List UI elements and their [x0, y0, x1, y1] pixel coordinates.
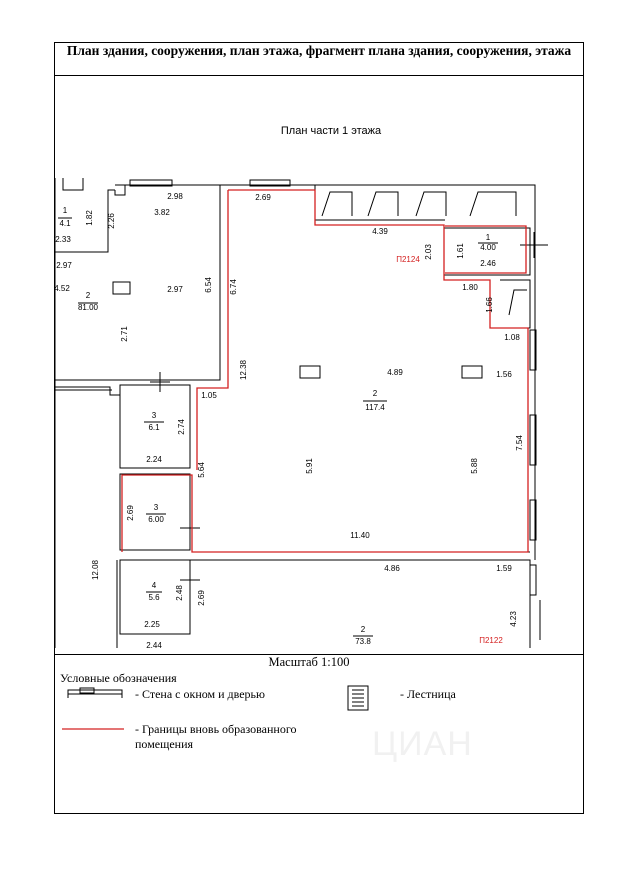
- dimension-label: 2.44: [146, 641, 162, 650]
- dimension-label: 4.89: [387, 368, 403, 377]
- plan-subtitle: План части 1 этажа: [280, 125, 382, 137]
- room-area: 4.1: [59, 219, 71, 228]
- legend-boundary-label-2: помещения: [135, 737, 194, 751]
- premises-code: П2124: [396, 255, 420, 264]
- window-sashes: [130, 180, 536, 595]
- legend-title: Условные обозначения: [60, 671, 177, 685]
- legend-wall-label: - Стена с окном и дверью: [135, 687, 265, 701]
- document-title: План здания, сооружения, план этажа, фрагмент плана здания, сооружения, этажа: [54, 42, 584, 76]
- watermark: ЦИАН: [372, 725, 473, 763]
- room-labels: [58, 206, 498, 646]
- dimension-label: 2.46: [480, 259, 496, 268]
- room-number: 2: [372, 389, 378, 398]
- dimension-label: 2.69: [197, 590, 206, 606]
- dimension-label: 4.52: [54, 284, 70, 293]
- dimension-label: 4.39: [372, 227, 388, 236]
- dimension-label: 5.88: [470, 458, 479, 474]
- room-area: 117.4: [365, 403, 385, 412]
- dimension-label: 2.69: [126, 505, 135, 521]
- dimension-label: 12.38: [239, 359, 248, 381]
- dimension-label: 4.23: [509, 611, 518, 627]
- dimension-label: 1.05: [201, 391, 217, 400]
- room-area: 5.6: [148, 593, 160, 602]
- dimension-label: 5.64: [197, 462, 206, 478]
- room-number: 2: [360, 625, 366, 634]
- dimension-label: 2.25: [144, 620, 160, 629]
- dimension-label: 6.54: [204, 277, 213, 293]
- dimension-label: 2.33: [55, 235, 71, 244]
- room-number: 2: [85, 291, 91, 300]
- legend-boundary-label: - Границы вновь образованного: [135, 722, 297, 736]
- dimension-label: 11.40: [350, 531, 370, 540]
- wall-symbol-icon: [68, 688, 122, 698]
- dimension-label: 2.98: [167, 192, 183, 201]
- scale-label: Масштаб 1:100: [268, 655, 350, 669]
- dimension-label: 2.74: [177, 419, 186, 435]
- dimension-label: 2.48: [175, 585, 184, 601]
- dimension-label: 2.26: [107, 213, 116, 229]
- premises-code: П2122: [479, 636, 503, 645]
- room-number: 3: [153, 503, 159, 512]
- dimension-label: 12.08: [91, 559, 100, 581]
- dimension-label: 1.80: [462, 283, 478, 292]
- dimension-label: 6.74: [229, 279, 238, 295]
- room-area: 73.8: [355, 637, 371, 646]
- dimension-label: 7.54: [515, 435, 524, 451]
- dimension-label: 2.03: [424, 244, 433, 260]
- dimension-label: 1.66: [485, 297, 494, 313]
- columns: [113, 282, 482, 381]
- dimension-label: 1.82: [85, 210, 94, 226]
- room-area: 81.00: [77, 303, 99, 312]
- dimension-label: 1.56: [496, 370, 512, 379]
- room-number: 1: [485, 233, 491, 242]
- room-area: 6.1: [148, 423, 160, 432]
- dimension-label: 2.71: [120, 326, 129, 342]
- dimension-label: 2.97: [56, 261, 72, 270]
- dimension-label: 4.86: [384, 564, 400, 573]
- dimension-label: 2.24: [146, 455, 162, 464]
- legend-stairs-label: - Лестница: [400, 687, 456, 701]
- room-number: 3: [151, 411, 157, 420]
- room-area: 6.00: [148, 515, 164, 524]
- dimension-label: 3.82: [154, 208, 170, 217]
- dimension-label: 1.08: [504, 333, 520, 342]
- dimension-label: 1.61: [456, 243, 465, 259]
- room-area: 4.00: [480, 243, 496, 252]
- dimension-label: 2.97: [167, 285, 183, 294]
- dimension-labels: [54, 192, 524, 650]
- room-number: 1: [62, 206, 68, 215]
- dimension-label: 2.69: [255, 193, 271, 202]
- stairs-icon: [348, 686, 368, 710]
- dimension-label: 5.91: [305, 458, 314, 474]
- room-number: 4: [151, 581, 157, 590]
- dimension-label: 1.59: [496, 564, 512, 573]
